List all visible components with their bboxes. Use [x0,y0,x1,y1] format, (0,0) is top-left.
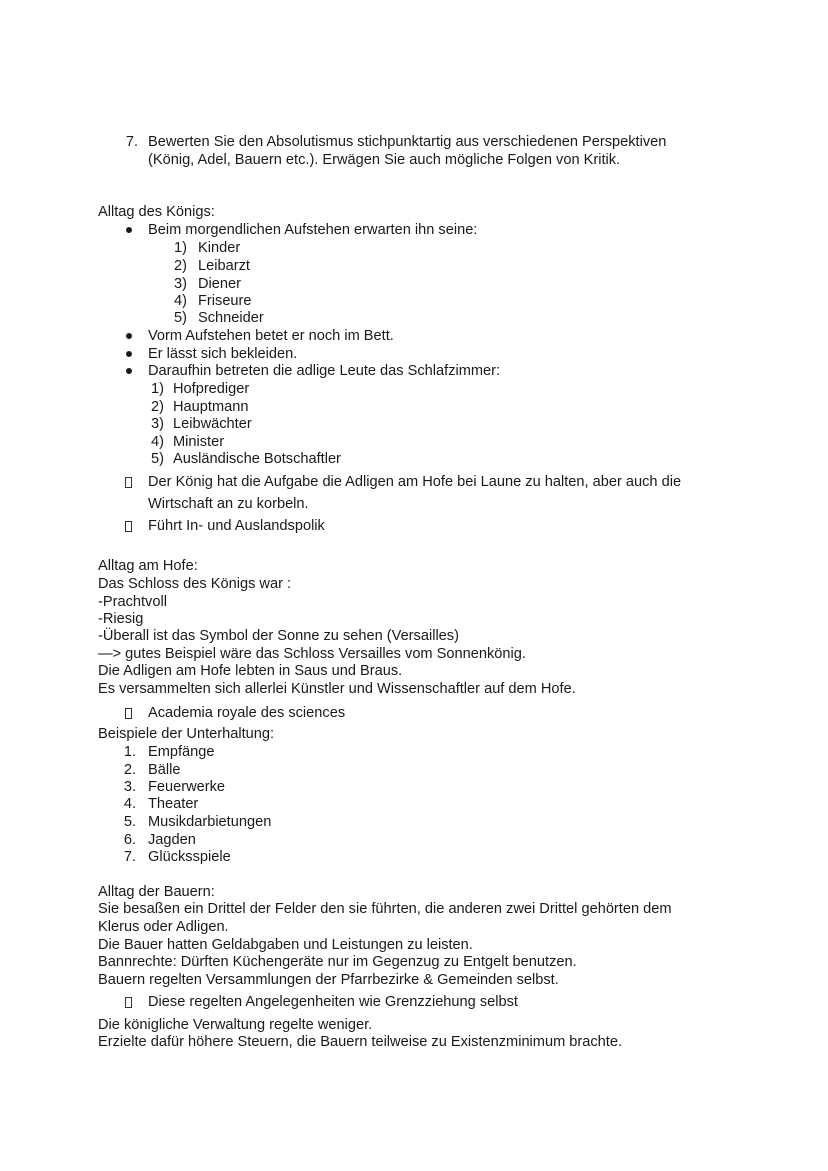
section-heading-hof: Alltag am Hofe: [98,558,198,574]
list-item: Theater [148,796,199,812]
list-number: 5) [174,310,187,326]
list-number: 6. [123,832,136,848]
list-number: 2) [174,258,187,274]
arrow-glyph-icon [125,477,132,488]
text-line: Erzielte dafür höhere Steuern, die Bauern teilweise zu Existenzminimum brachte. [98,1034,623,1050]
subheading-entertainment: Beispiele der Unterhaltung: [98,726,275,742]
list-number: 3. [123,779,136,795]
text-line: Die Bauer hatten Geldabgaben und Leistungen zu leisten. [98,937,473,953]
list-item: Er lässt sich bekleiden. [148,346,298,362]
list-item: Kinder [198,240,241,256]
list-item: Ausländische Botschaftler [173,451,341,467]
list-item: Wirtschaft an zu korbeln. [148,496,309,512]
list-item: Hofprediger [173,381,250,397]
list-number: 1. [123,744,136,760]
section-heading-bauern: Alltag der Bauern: [98,884,215,900]
list-item: Hauptmann [173,399,249,415]
list-number: 1) [174,240,187,256]
text-line: Bannrechte: Dürften Küchengeräte nur im Gegenzug zu Entgelt benutzen. [98,954,577,970]
list-number: 7. [123,849,136,865]
arrow-glyph-icon [125,708,132,719]
list-item: Diener [198,276,241,292]
list-item: Leibarzt [198,258,250,274]
list-item: Glücksspiele [148,849,231,865]
list-item: Minister [173,434,225,450]
list-number: 5) [151,451,164,467]
list-item: Diese regelten Angelegenheiten wie Grenzziehung selbst [148,994,518,1010]
list-number: 3) [151,416,164,432]
list-item: Musikdarbietungen [148,814,272,830]
task-text-line-1: Bewerten Sie den Absolutismus stichpunktartig aus verschiedenen Perspektiven [148,134,667,150]
text-line: -Riesig [98,611,144,627]
text-line: Es versammelten sich allerlei Künstler und Wissenschaftler auf dem Hofe. [98,681,576,697]
bullet-dot [126,227,132,233]
bullet-dot [126,351,132,357]
text-line: —> gutes Beispiel wäre das Schloss Versailles vom Sonnenkönig. [98,646,526,662]
list-number: 2. [123,762,136,778]
list-item: Empfänge [148,744,215,760]
list-number: 5. [123,814,136,830]
list-number: 4. [123,796,136,812]
task-number: 7. [125,134,138,150]
section-heading-koenig: Alltag des Königs: [98,204,215,220]
bullet-dot [126,333,132,339]
list-item: Der König hat die Aufgabe die Adligen am Hofe bei Laune zu halten, aber auch die [148,474,682,490]
arrow-glyph-icon [125,997,132,1008]
list-item: Leibwächter [173,416,252,432]
text-line: Die Adligen am Hofe lebten in Saus und Braus. [98,663,403,679]
list-number: 4) [174,293,187,309]
text-line: Klerus oder Adligen. [98,919,229,935]
text-line: Bauern regelten Versammlungen der Pfarrbezirke & Gemeinden selbst. [98,972,559,988]
text-line: Die königliche Verwaltung regelte weniger. [98,1017,373,1033]
list-number: 3) [174,276,187,292]
text-line: -Prachtvoll [98,594,167,610]
list-item: Beim morgendlichen Aufstehen erwarten ihn seine: [148,222,478,238]
list-number: 1) [151,381,164,397]
list-item: Bälle [148,762,181,778]
list-item: Feuerwerke [148,779,226,795]
list-number: 4) [151,434,164,450]
text-line: Das Schloss des Königs war : [98,576,292,592]
bullet-dot [126,368,132,374]
list-item: Jagden [148,832,196,848]
list-item: Daraufhin betreten die adlige Leute das Schlafzimmer: [148,363,501,379]
arrow-glyph-icon [125,521,132,532]
task-text-line-2: (König, Adel, Bauern etc.). Erwägen Sie auch mögliche Folgen von Kritik. [148,152,621,168]
text-line: Sie besaßen ein Drittel der Felder den sie führten, die anderen zwei Drittel gehörten dem [98,901,672,917]
list-item: Academia royale des sciences [148,705,346,721]
list-item: Friseure [198,293,252,309]
list-item: Führt In- und Auslandspolik [148,518,325,534]
list-number: 2) [151,399,164,415]
list-item: Schneider [198,310,264,326]
list-item: Vorm Aufstehen betet er noch im Bett. [148,328,394,344]
text-line: -Überall ist das Symbol der Sonne zu sehen (Versailles) [98,628,459,644]
